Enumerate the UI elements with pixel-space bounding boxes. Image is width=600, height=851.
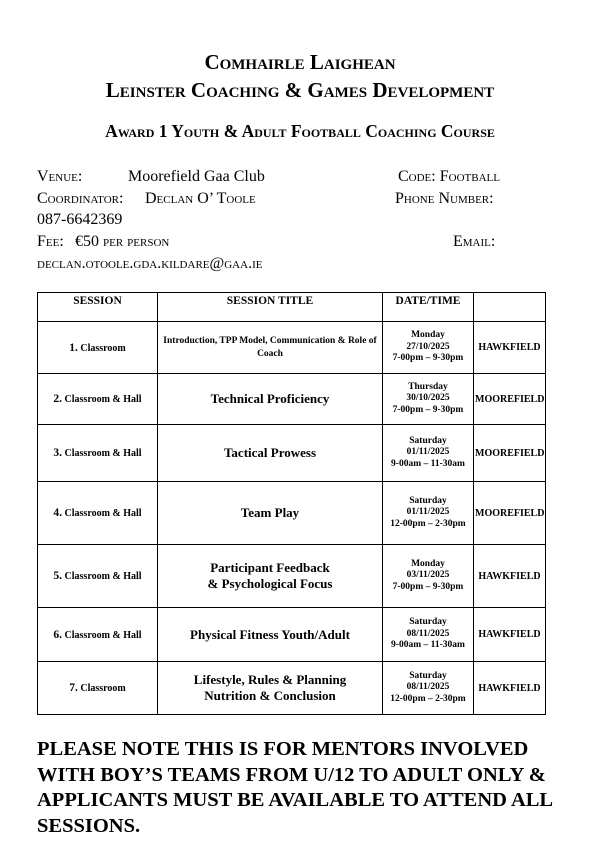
table-header-row bbox=[38, 293, 546, 322]
org-subtitle: Leinster Coaching & Games Development bbox=[105, 78, 495, 102]
session-cell: 3. Classroom & Hall bbox=[38, 425, 158, 482]
venue-cell: HAWKFIELD bbox=[474, 322, 546, 374]
venue-cell: MOOREFIELD bbox=[474, 425, 546, 482]
coordinator-label: Coordinator: bbox=[37, 190, 124, 207]
email-value[interactable]: declan.otoole.gda.kildare@gaa.ie bbox=[37, 255, 263, 272]
date-cell: Saturday 01/11/2025 9-00am – 11-30am bbox=[383, 425, 474, 482]
date-cell: Thursday 30/10/2025 7-00pm – 9-30pm bbox=[383, 374, 474, 425]
venue-cell: HAWKFIELD bbox=[474, 545, 546, 608]
session-cell: 1. Classroom bbox=[38, 322, 158, 374]
venue-cell: MOOREFIELD bbox=[474, 374, 546, 425]
session-cell: 6. Classroom & Hall bbox=[38, 608, 158, 662]
session-cell: 7. Classroom bbox=[38, 662, 158, 715]
table-row bbox=[38, 662, 546, 715]
table-row bbox=[38, 322, 546, 374]
session-cell: 2. Classroom & Hall bbox=[38, 374, 158, 425]
header-venue bbox=[474, 293, 546, 322]
table-row bbox=[38, 545, 546, 608]
session-title-cell: Team Play bbox=[158, 482, 383, 545]
code-text: Code: Football bbox=[398, 168, 500, 185]
session-title-cell: Introduction, TPP Model, Communication & Role of Coach bbox=[158, 322, 383, 374]
table-row bbox=[38, 482, 546, 545]
date-cell: Saturday 01/11/2025 12-00pm – 2-30pm bbox=[383, 482, 474, 545]
table-row bbox=[38, 425, 546, 482]
venue-label: Venue: bbox=[37, 168, 83, 185]
session-title-cell: Participant Feedback & Psychological Focus bbox=[158, 545, 383, 608]
session-title-cell: Technical Proficiency bbox=[158, 374, 383, 425]
schedule-table bbox=[37, 292, 546, 715]
session-title-cell: Tactical Prowess bbox=[158, 425, 383, 482]
header-session: SESSION bbox=[38, 293, 158, 322]
session-cell: 5. Classroom & Hall bbox=[38, 545, 158, 608]
date-cell: Monday 03/11/2025 7-00pm – 9-30pm bbox=[383, 545, 474, 608]
org-title: Comhairle Laighean bbox=[204, 50, 396, 74]
phone-value: 087-6642369 bbox=[37, 211, 123, 228]
date-cell: Monday 27/10/2025 7-00pm – 9-30pm bbox=[383, 322, 474, 374]
venue-value: Moorefield Gaa Club bbox=[128, 168, 265, 185]
coordinator-value: Declan O’ Toole bbox=[145, 190, 256, 207]
date-cell: Saturday 08/11/2025 9-00am – 11-30am bbox=[383, 608, 474, 662]
course-title: Award 1 Youth & Adult Football Coaching Course bbox=[105, 121, 495, 141]
date-cell: Saturday 08/11/2025 12-00pm – 2-30pm bbox=[383, 662, 474, 715]
venue-cell: MOOREFIELD bbox=[474, 482, 546, 545]
venue-cell: HAWKFIELD bbox=[474, 608, 546, 662]
venue-cell: HAWKFIELD bbox=[474, 662, 546, 715]
table-row bbox=[38, 608, 546, 662]
header-date-time: DATE/TIME bbox=[383, 293, 474, 322]
session-cell: 4. Classroom & Hall bbox=[38, 482, 158, 545]
session-title-cell: Lifestyle, Rules & Planning Nutrition & Conclusion bbox=[158, 662, 383, 715]
fee-value: €50 per person bbox=[75, 233, 170, 250]
header-session-title: SESSION TITLE bbox=[158, 293, 383, 322]
table-row bbox=[38, 374, 546, 425]
fee-label: Fee: bbox=[37, 233, 64, 250]
email-label: Email: bbox=[453, 233, 496, 250]
mentor-note: PLEASE NOTE THIS IS FOR MENTORS INVOLVED WITH BOY’S TEAMS FROM U/12 TO ADULT ONLY & APPLICANTS MUST BE AVAILABLE TO ATTEND ALL SESSIONS. bbox=[37, 738, 552, 837]
session-title-cell: Physical Fitness Youth/Adult bbox=[158, 608, 383, 662]
phone-label: Phone Number: bbox=[395, 190, 494, 207]
